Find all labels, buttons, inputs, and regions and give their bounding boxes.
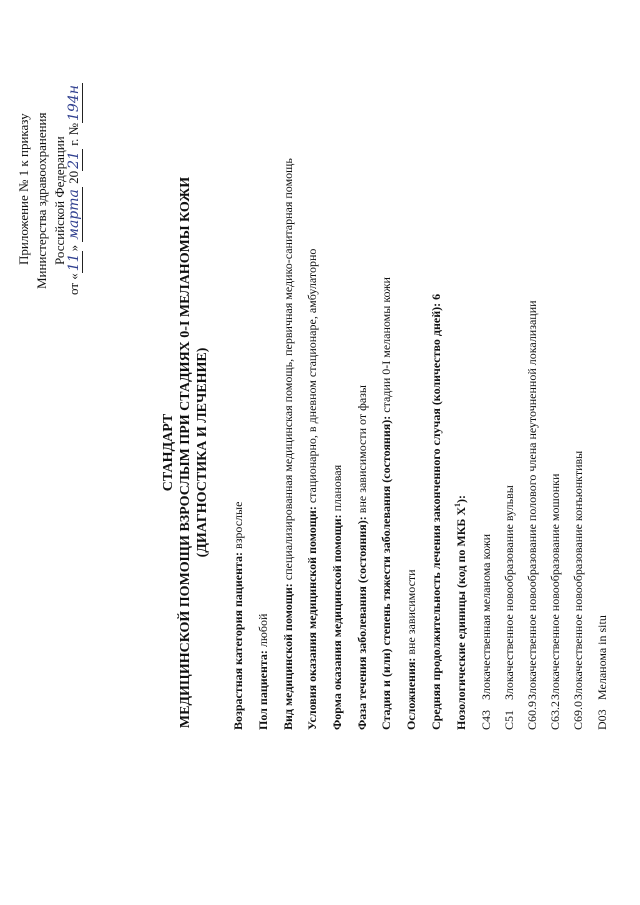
attachment-date-line bbox=[66, 83, 82, 295]
icd-row bbox=[549, 474, 561, 730]
attachment-line-3: Российской Федерации bbox=[52, 136, 67, 265]
field-care-conditions: Условия оказания медицинской помощи: стационарно, в дневном стационаре, амбулаторно bbox=[305, 248, 319, 730]
date-prefix: от « bbox=[66, 273, 81, 295]
icd-name: Злокачественное новообразование вульвы bbox=[502, 485, 516, 700]
field-complications: Осложнения: вне зависимости bbox=[404, 569, 418, 730]
date-mid: » bbox=[66, 244, 81, 252]
title-main: МЕДИЦИНСКОЙ ПОМОЩИ ВЗРОСЛЫМ ПРИ СТАДИЯХ 0-I МЕЛАНОМЫ КОЖИ bbox=[178, 176, 193, 729]
icd-code: C69.0 bbox=[571, 700, 585, 730]
icd-code: C60.9 bbox=[525, 700, 539, 730]
icd-code: C51 bbox=[502, 709, 516, 730]
field-age: Возрастная категория пациента: взрослые bbox=[231, 501, 245, 730]
icd-row bbox=[596, 615, 608, 730]
icd-row bbox=[503, 485, 515, 730]
icd-code: C43 bbox=[479, 709, 493, 730]
field-care-form: Форма оказания медицинской помощи: плановая bbox=[330, 464, 344, 730]
icd-code: D03 bbox=[595, 709, 609, 730]
field-sex: Пол пациента: любой bbox=[256, 613, 270, 730]
icd-row bbox=[526, 300, 538, 730]
order-number: 194н bbox=[66, 85, 82, 121]
title-standard: СТАНДАРТ bbox=[161, 413, 176, 492]
date-month: марта bbox=[66, 189, 82, 240]
icd-name: Злокачественная меланома кожи bbox=[479, 533, 493, 700]
nosology-heading: Нозологические единицы (код по МКБ $X^1$): bbox=[453, 494, 468, 730]
icd-row bbox=[572, 451, 584, 730]
field-care-type: Вид медицинской помощи: специализированная медицинская помощь, первичная медико-санитарная помощь bbox=[281, 158, 295, 730]
date-year-prefix: 20 bbox=[66, 170, 81, 184]
icd-name: Злокачественное новообразование мошонки bbox=[548, 473, 562, 700]
icd-name: Меланома in situ bbox=[595, 615, 609, 700]
field-disease-stage: Стадия и (или) степень тяжести заболевания (состояния): стадии 0-I меланомы кожи bbox=[379, 277, 393, 730]
attachment-line-1: Приложение № 1 к приказу bbox=[16, 113, 31, 265]
icd-code: C63.2 bbox=[548, 700, 562, 730]
field-treatment-duration: Средняя продолжительность лечения законченного случая (количество дней): 6 bbox=[429, 293, 443, 730]
field-disease-phase: Фаза течения заболевания (состояния): вне зависимости от фазы bbox=[355, 385, 369, 730]
icd-name: Злокачественное новообразование конъюнктивы bbox=[571, 450, 585, 700]
date-day: 11 bbox=[66, 253, 82, 272]
date-year-suffix: 21 bbox=[66, 151, 82, 169]
icd-name: Злокачественное новообразование полового члена неуточненной локализации bbox=[525, 300, 539, 700]
title-sub: (ДИАГНОСТИКА И ЛЕЧЕНИЕ) bbox=[195, 347, 210, 558]
icd-row bbox=[480, 534, 492, 730]
date-suffix: г. № bbox=[66, 123, 81, 146]
attachment-line-2: Министерства здравоохранения bbox=[34, 112, 49, 289]
